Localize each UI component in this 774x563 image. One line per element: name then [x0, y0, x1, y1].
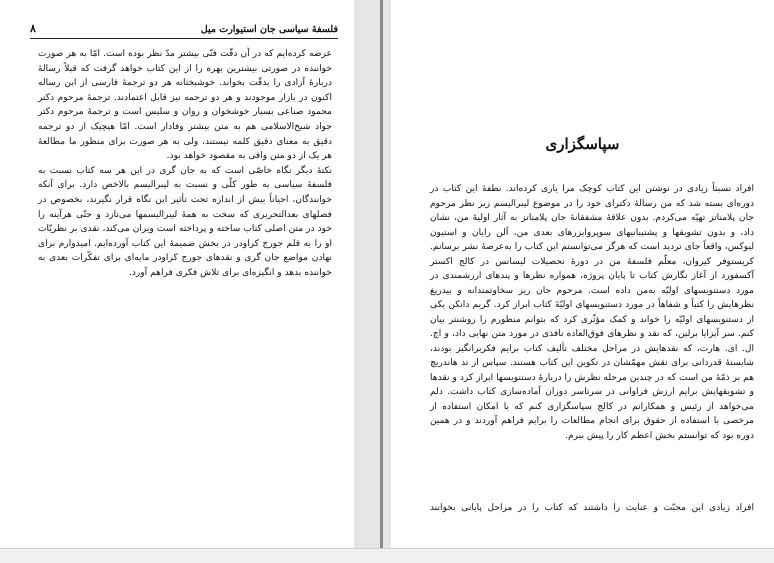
left-page: [0, 0, 354, 548]
body-paragraph: نکتهٔ دیگر نگاه خاصّی است که به جان گری در این هر سه کتاب نسبت به فلسفهٔ سیاسی به طور کلّی و نسبت به لیبرالیسم بالاخص دارد. برای آنکه خوانندگان، احیاناً بیش از اندازه تحت تأثیر این نگاه قرار نگیرند، بخصوص در فصلهای بعدالتحریری که سخت به همهٔ لیبرالیسمها می‌تازد و حتّی هرآینه را خود در متن اصلی کتاب ساخته و پرداخته است ویران می‌کند، نقدی بر نظریّات او را به قلم جورج کراودر در بخش ضمیمهٔ این کتاب آورده‌ایم. امیدوارم برای نهادن مواضع جان گری و نقدهای جورج کراودر مایه‌ای برای تفکّرات بعدی به خواننده بدهد و انگیزه‌ای برای تلاش فکری فراهم آورد.: [38, 165, 332, 278]
body-paragraph: عرضه کرده‌ایم که در آن دقّت فنّی بیشتر مدّ نظر بوده است. امّا به هر صورت خواننده در صورتی بیشترین بهره را از این کتاب خواهد گرفت که قبلاً رسالهٔ دربارهٔ آزادی را بدقّت بخواند. خوشبختانه هر دو ترجمهٔ فارسی از این رساله اکنون در بازار موجودند و هر دو ترجمه نیز قابل اعتمادند. ترجمهٔ مرحوم دکتر محمود صناعی بسیار خوشخوان و روان و سلیس است و ترجمهٔ مرحوم دکتر جواد شیخ‌الاسلامی هم به متن بیشتر وفادار است. امّا هیچیک از دو ترجمه دقیق به معنای دقیق کلمه نیستند، ولی به هر صورت برای منظور ما مطالعهٔ هر یک از دو متن وافی به مقصود خواهد بود.: [38, 49, 332, 162]
page-divider: [380, 0, 383, 562]
viewer-bottom-bar: [0, 548, 774, 563]
running-header-title: فلسفهٔ سیاسی جان استیوارت میل: [200, 24, 338, 35]
body-last-line: افراد زیادی این محبّت و عنایت را داشتند که کتاب را در مراحل پایانی بخوانند: [430, 503, 754, 513]
left-page-body: [38, 47, 332, 281]
running-header: [30, 22, 338, 39]
right-page: [391, 0, 774, 548]
page-number: ۸: [30, 22, 36, 35]
body-paragraph: افراد نسبتاً زیادی در نوشتن این کتاب کوچک مرا یاری کرده‌اند. نطفهٔ این کتاب در دوره‌ای بسته شد که من رسالهٔ دکترای خود را در موضوع لیبرالیسم زیر نظر مرحوم جان پلامناتز تهیّه می‌کردم. بدون علاقهٔ مشفقانهٔ جان پلامناتز به آثار اولیهٔ من، نشان داد، و بدون تشویقها و پشتیبانیهای سوپروایزرهای بعدی من، آلن رایان و استیون لیوکس، واقعاً جای تردید است که هرگز می‌توانستم این کتاب را به‌عرصهٔ نشر برسانم. کریستوفر کیروان، معلّم فلسفهٔ من در دورهٔ تحصیلات لیسانس در کالج اکستر آکسفورد از آغاز نگارش کتاب تا پایان پروژه، همواره نظرها و پندهای ارزشمندی در مورد دستنویسهای اولیّه به‌من داده است. مرحوم جان ریز سخاوتمندانه و بیدریغ نظرهایش را کتباً و شفاهاً در مورد دستنویسهای اولیّهٔ کتاب ابراز کرد. گریم دانکن یکی از دستنویسهای اولیّه را خواند و کمک مؤثّری کرد که بتوانم منظورم را روشنتر بیان کنم. سر آیزایا برلین، که نقد و نظرهای فوق‌العاده نافذی در مورد متن نهایی داد، و اچ. ال. ای. هارت، که نقدهایش در مراحل مختلف تألیف کتاب برایم فکربرانگیز بودند، شایستهٔ قدردانی برای نقش مهمّشان در تکوین این کتاب هستند. سپاس از تد هاندریچ هم بر ذمّهٔ من است که در چندین مرحله نظرش را دربارهٔ دستنویسها ابراز کرد و نقدها و تشویقهایش برایم ارزش فراوانی در سرتاسر دوران آماده‌سازی کتاب داشت. دلم می‌خواهد از رئیس و همکارانم در کالج سپاسگزاری کنم که با امکان استفاده از مرخصی با استفاده از حقوق برای انجام مطالعات را برایم فراهم آوردند و در همین دوره بود که توانستم بخش اعظم کار را پیش ببرم.: [430, 184, 754, 441]
right-page-body: [430, 182, 754, 443]
section-title: سپاسگزاری: [545, 135, 620, 153]
page-gutter: [354, 0, 391, 562]
